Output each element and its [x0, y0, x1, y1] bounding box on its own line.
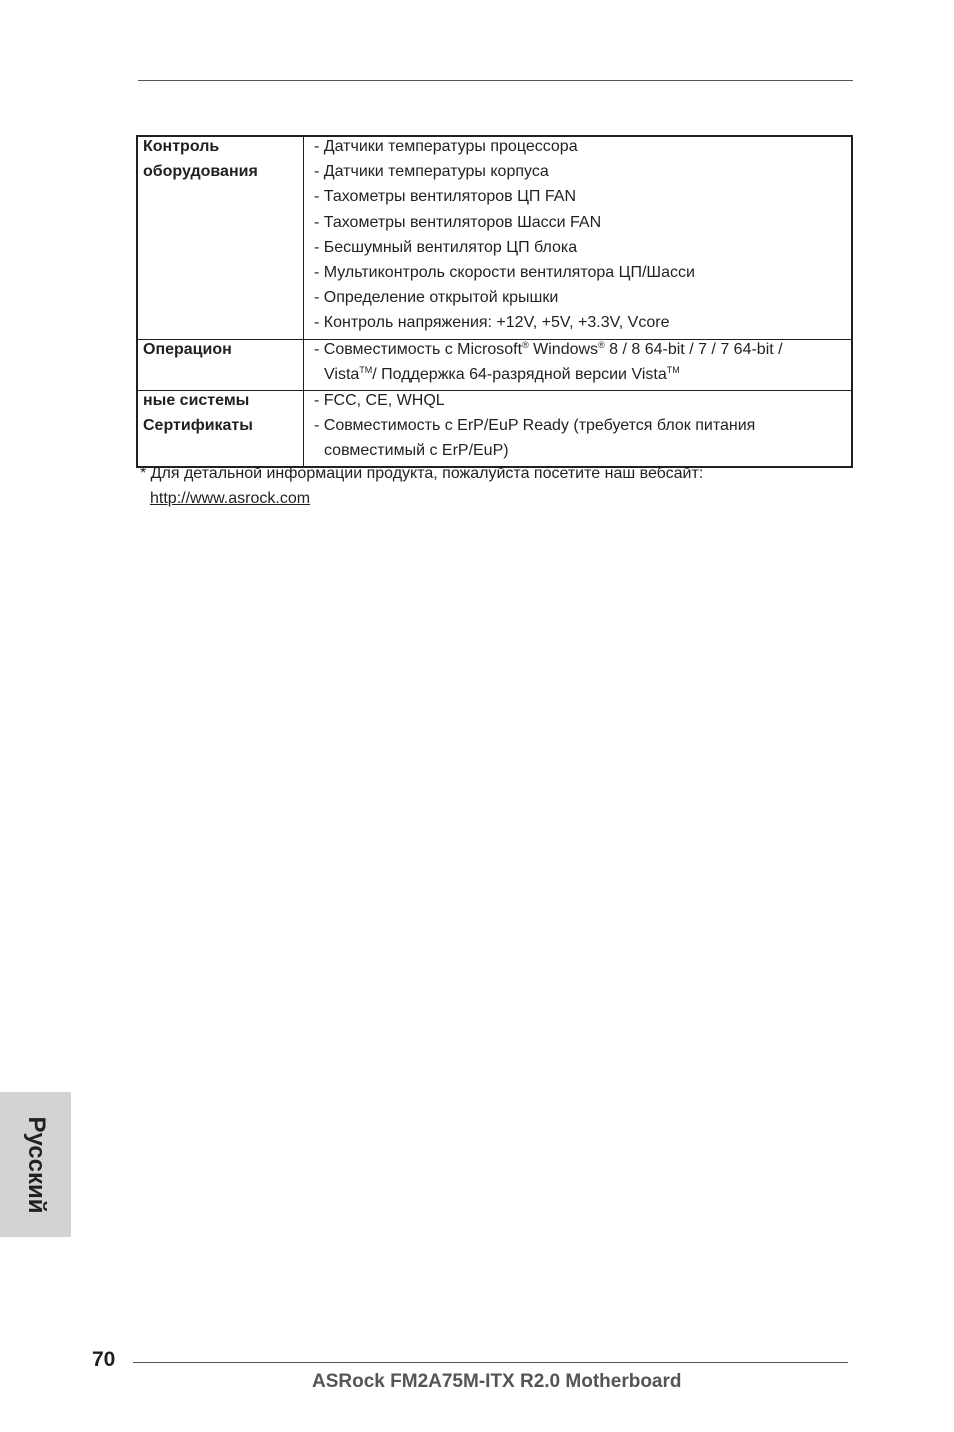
spec-item: - FCC, CE, WHQL [314, 391, 445, 409]
os-text: / Поддержка 64-разрядной версии Vista [372, 365, 667, 383]
language-tab [0, 1092, 71, 1237]
spec-item: - Тахометры вентиляторов ЦП FAN [314, 188, 576, 206]
header-rule [138, 80, 853, 81]
os-text: 8 / 8 64-bit / 7 / 7 64-bit / [604, 340, 783, 358]
registered-mark: ® [598, 339, 605, 350]
spec-item: - Тахометры вентиляторов Шасси FAN [314, 213, 602, 231]
spec-item: - Датчики температуры корпуса [314, 163, 549, 181]
os-text: - Совместимость с Microsoft [314, 340, 523, 358]
row-values [304, 390, 853, 467]
table-row-certifications [137, 390, 852, 467]
row-label-line: Контроль [143, 138, 220, 155]
row-label [137, 136, 304, 339]
spec-item: - Контроль напряжения: +12V, +5V, +3.3V, Vcore [314, 314, 670, 332]
row-label [137, 339, 304, 390]
table-row-os [137, 339, 852, 390]
page-number: 70 [92, 1348, 116, 1371]
spec-item: - Датчики температуры процессора [314, 138, 578, 155]
registered-mark: ® [522, 339, 529, 350]
table-row-hardware-monitor [137, 136, 852, 339]
row-values [304, 136, 853, 339]
spec-item: - Мультиконтроль скорости вентилятора ЦП/Шасси [314, 263, 695, 281]
row-label-line: Операцион [143, 340, 232, 358]
language-tab-label: Русский [22, 1116, 50, 1213]
row-label [137, 390, 304, 467]
footer-rule [133, 1362, 848, 1363]
row-label-line: Сертификаты [143, 417, 253, 435]
trademark-mark: TM [359, 364, 373, 375]
row-label-line: ные системы [143, 391, 250, 409]
website-link[interactable]: http://www.asrock.com [150, 490, 311, 507]
spec-table [136, 135, 853, 468]
os-text: Vista [324, 365, 360, 383]
footer-title: ASRock FM2A75M-ITX R2.0 Motherboard [312, 1371, 682, 1392]
spec-item: - Бесшумный вентилятор ЦП блока [314, 238, 578, 256]
spec-item: совместимый с ErP/EuP) [324, 442, 509, 460]
spec-item: - Определение открытой крышки [314, 289, 559, 307]
spec-item-os-compat [314, 340, 851, 365]
row-label-line: оборудования [143, 163, 258, 181]
os-text: Windows [528, 340, 599, 358]
row-values [304, 339, 853, 390]
spec-item: - Совместимость с ErP/EuP Ready (требуется блок питания [314, 417, 756, 435]
trademark-mark: TM [666, 364, 680, 375]
footnote-text: * Для детальной информации продукта, пожалуйста посетите наш вебсайт: [140, 465, 704, 482]
spec-item-os-vista [314, 365, 851, 390]
